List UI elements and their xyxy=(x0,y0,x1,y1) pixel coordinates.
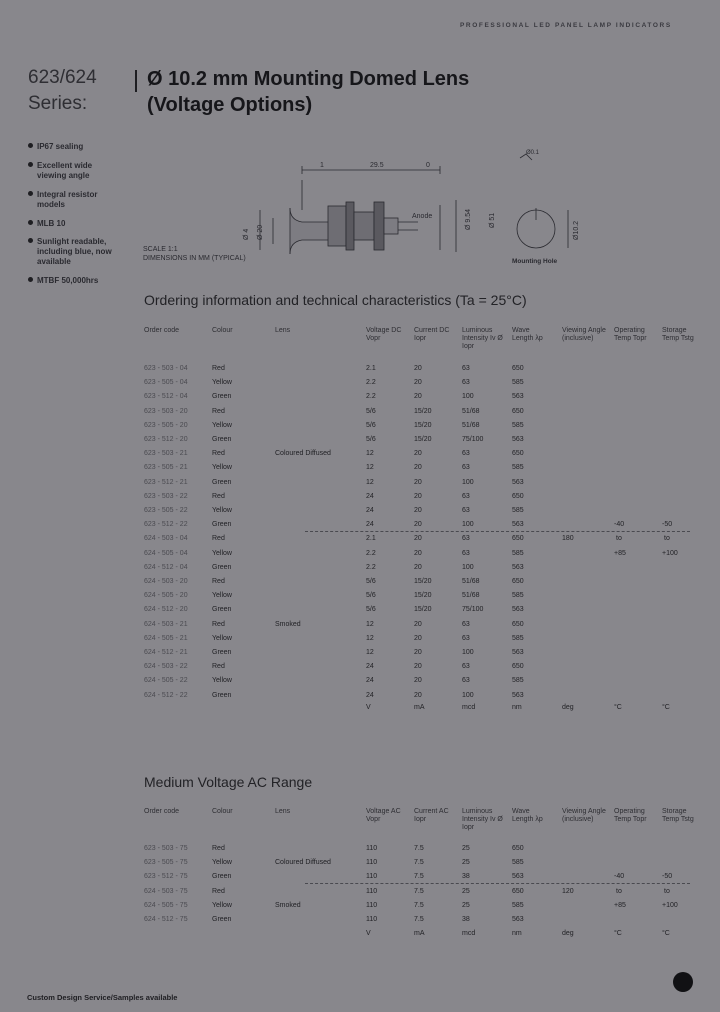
colour-cell: Yellow xyxy=(212,464,232,472)
voltage-cell: 5/6 xyxy=(366,578,376,585)
voltage-cell: 2.2 xyxy=(366,563,376,571)
current-cell: 20 xyxy=(414,663,422,671)
luminous-cell: 100 xyxy=(462,478,474,486)
order-code-cell: 623 - 503 - 04 xyxy=(144,365,188,372)
current-cell: 20 xyxy=(414,365,422,372)
wavelength-cell: 585 xyxy=(512,634,524,642)
feature-text: Integral resistor models xyxy=(37,190,98,209)
table-header-current: Current DC Iopr xyxy=(414,327,450,342)
luminous-cell: 51/68 xyxy=(462,407,480,415)
unit-luminous: mcd xyxy=(462,704,476,711)
luminous-cell: 63 xyxy=(462,549,470,557)
page-subtitle: (Voltage Options) xyxy=(147,94,313,116)
luminous-cell: 63 xyxy=(462,450,470,458)
colour-cell: Red xyxy=(212,492,225,500)
order-code-cell: 624 - 512 - 22 xyxy=(144,691,188,699)
voltage-cell: 110 xyxy=(366,873,378,881)
voltage-cell: 110 xyxy=(366,859,378,867)
dim-tiny: 1 xyxy=(320,162,324,169)
storage-temp-to: to xyxy=(664,887,670,895)
current-cell: 7.5 xyxy=(414,859,424,867)
luminous-cell: 100 xyxy=(462,563,474,571)
voltage-cell: 12 xyxy=(366,649,374,656)
table-header-current: Current AC Iopr xyxy=(414,808,449,823)
colour-cell: Green xyxy=(212,521,232,529)
luminous-cell: 100 xyxy=(462,649,474,656)
wavelength-cell: 585 xyxy=(512,859,524,867)
luminous-cell: 51/68 xyxy=(462,578,480,585)
colour-cell: Yellow xyxy=(212,901,232,909)
feature-text: Sunlight readable, including blue, now available xyxy=(37,237,112,266)
group-separator xyxy=(305,883,690,884)
colour-cell: Green xyxy=(212,916,232,923)
wavelength-cell: 563 xyxy=(512,563,524,571)
feature-text: Excellent wide viewing angle xyxy=(37,161,93,180)
colour-cell: Green xyxy=(212,691,232,699)
section-title-ac-range: Medium Voltage AC Range xyxy=(144,774,313,790)
table-header-order: Order code xyxy=(144,808,180,815)
luminous-cell: 38 xyxy=(462,873,470,881)
unit-operating: °C xyxy=(614,930,622,937)
table-header-viewing: Viewing Angle (inclusive) xyxy=(562,808,606,823)
order-code-cell: 623 - 505 - 75 xyxy=(144,859,188,867)
colour-cell: Red xyxy=(212,578,225,585)
lens-cell: Smoked xyxy=(275,901,301,909)
dim-top-right: 0 xyxy=(426,162,430,169)
wavelength-cell: 563 xyxy=(512,649,524,656)
wavelength-cell: 563 xyxy=(512,393,524,401)
wavelength-cell: 585 xyxy=(512,379,524,387)
current-cell: 7.5 xyxy=(414,901,424,909)
voltage-cell: 12 xyxy=(366,634,374,642)
current-cell: 20 xyxy=(414,691,422,699)
colour-cell: Green xyxy=(212,478,232,486)
order-code-cell: 623 - 512 - 22 xyxy=(144,521,188,529)
page-marker-dot xyxy=(673,972,693,992)
table-header-colour: Colour xyxy=(212,327,233,334)
current-cell: 15/20 xyxy=(414,606,432,614)
anode-label: Anode xyxy=(412,213,433,220)
feature-text: MTBF 50,000hrs xyxy=(37,276,99,285)
dim-hole: Ø10.2 xyxy=(573,220,580,240)
voltage-cell: 2.2 xyxy=(366,393,376,401)
order-code-cell: 624 - 503 - 04 xyxy=(144,535,188,543)
luminous-cell: 100 xyxy=(462,521,474,529)
order-code-cell: 624 - 512 - 75 xyxy=(144,916,188,923)
colour-cell: Red xyxy=(212,365,225,372)
dim-left2: Ø 20 xyxy=(257,224,264,240)
current-cell: 20 xyxy=(414,450,422,458)
lens-cell: Smoked xyxy=(275,620,301,628)
order-code-cell: 623 - 503 - 75 xyxy=(144,845,188,852)
voltage-cell: 5/6 xyxy=(366,436,376,443)
unit-operating: °C xyxy=(614,704,622,711)
colour-cell: Yellow xyxy=(212,421,232,429)
current-cell: 15/20 xyxy=(414,407,432,415)
order-code-cell: 623 - 503 - 20 xyxy=(144,407,188,415)
colour-cell: Red xyxy=(212,887,225,895)
order-code-cell: 624 - 505 - 21 xyxy=(144,634,188,642)
table-header-viewing: Viewing Angle (inclusive) xyxy=(562,327,606,342)
bullet-icon xyxy=(28,162,33,167)
bullet-icon xyxy=(28,191,33,196)
colour-cell: Red xyxy=(212,407,225,415)
luminous-cell: 63 xyxy=(462,634,470,642)
feature-item xyxy=(28,237,129,267)
bullet-icon xyxy=(28,143,33,148)
colour-cell: Yellow xyxy=(212,592,232,600)
unit-viewing: deg xyxy=(562,704,574,711)
wavelength-cell: 650 xyxy=(512,887,524,895)
luminous-cell: 25 xyxy=(462,901,470,909)
colour-cell: Red xyxy=(212,620,225,628)
table-header-voltage: Voltage DC Vopr xyxy=(366,327,402,342)
storage-temp-high: +100 xyxy=(662,549,678,557)
wavelength-cell: 650 xyxy=(512,492,524,500)
voltage-cell: 24 xyxy=(366,492,374,500)
order-code-cell: 623 - 505 - 20 xyxy=(144,421,188,429)
voltage-cell: 24 xyxy=(366,521,374,529)
storage-temp-low: -50 xyxy=(662,521,673,529)
operating-temp-high: +85 xyxy=(614,549,626,557)
unit-current: mA xyxy=(414,930,425,937)
colour-cell: Red xyxy=(212,450,225,458)
wavelength-cell: 563 xyxy=(512,873,524,881)
series-code: 623/624 xyxy=(28,67,97,88)
wavelength-cell: 585 xyxy=(512,592,524,600)
voltage-cell: 5/6 xyxy=(366,592,376,600)
colour-cell: Yellow xyxy=(212,549,232,557)
order-code-cell: 624 - 505 - 04 xyxy=(144,549,188,557)
voltage-cell: 110 xyxy=(366,845,378,852)
luminous-cell: 51/68 xyxy=(462,592,480,600)
current-cell: 15/20 xyxy=(414,436,432,443)
luminous-cell: 63 xyxy=(462,365,470,372)
wavelength-cell: 650 xyxy=(512,663,524,671)
header-tag: PROFESSIONAL LED PANEL LAMP INDICATORS xyxy=(460,22,672,29)
order-code-cell: 624 - 503 - 75 xyxy=(144,887,188,895)
wavelength-cell: 585 xyxy=(512,901,524,909)
colour-cell: Yellow xyxy=(212,507,232,514)
dimensions-line: DIMENSIONS IN MM (TYPICAL) xyxy=(143,255,246,262)
colour-cell: Red xyxy=(212,845,225,852)
page-title: Ø 10.2 mm Mounting Domed Lens xyxy=(147,68,470,90)
feature-item xyxy=(28,276,137,286)
operating-temp-to: to xyxy=(616,535,622,543)
mounting-hole-label: Mounting Hole xyxy=(512,258,558,265)
luminous-cell: 75/100 xyxy=(462,606,484,614)
operating-temp-low: -40 xyxy=(614,521,625,529)
luminous-cell: 63 xyxy=(462,663,470,671)
luminous-cell: 75/100 xyxy=(462,436,484,443)
dim-mid2: Ø 51 xyxy=(489,212,496,228)
viewing-angle-cell: 120 xyxy=(562,887,574,895)
current-cell: 20 xyxy=(414,464,422,472)
current-cell: 20 xyxy=(414,620,422,628)
title-divider xyxy=(135,70,137,92)
table-header-colour: Colour xyxy=(212,808,233,815)
dim-hole-sub: Ø0.1 xyxy=(526,150,540,156)
order-code-cell: 623 - 505 - 22 xyxy=(144,507,188,514)
order-code-cell: 624 - 503 - 21 xyxy=(144,620,188,628)
table-header-voltage: Voltage AC Vopr xyxy=(366,808,401,823)
wavelength-cell: 650 xyxy=(512,845,524,852)
luminous-cell: 100 xyxy=(462,393,474,401)
wavelength-cell: 650 xyxy=(512,535,524,543)
luminous-cell: 63 xyxy=(462,464,470,472)
colour-cell: Yellow xyxy=(212,859,232,867)
colour-cell: Green xyxy=(212,563,232,571)
colour-cell: Red xyxy=(212,535,225,543)
wavelength-cell: 563 xyxy=(512,478,524,486)
unit-storage: °C xyxy=(662,704,670,711)
storage-temp-to: to xyxy=(664,535,670,543)
order-code-cell: 624 - 503 - 20 xyxy=(144,578,188,585)
colour-cell: Green xyxy=(212,393,232,401)
voltage-cell: 24 xyxy=(366,507,374,514)
current-cell: 20 xyxy=(414,535,422,543)
dim-top: 29.5 xyxy=(370,162,384,169)
order-code-cell: 624 - 505 - 20 xyxy=(144,592,188,600)
order-code-cell: 623 - 503 - 21 xyxy=(144,450,188,458)
unit-luminous: mcd xyxy=(462,930,476,937)
wavelength-cell: 585 xyxy=(512,464,524,472)
scale-note xyxy=(143,245,246,263)
voltage-cell: 5/6 xyxy=(366,421,376,429)
current-cell: 20 xyxy=(414,649,422,656)
current-cell: 20 xyxy=(414,379,422,387)
unit-voltage: V xyxy=(366,704,371,711)
table-header-lens: Lens xyxy=(275,327,291,334)
luminous-cell: 63 xyxy=(462,379,470,387)
wavelength-cell: 585 xyxy=(512,507,524,514)
wavelength-cell: 563 xyxy=(512,521,524,529)
voltage-cell: 12 xyxy=(366,450,374,458)
current-cell: 7.5 xyxy=(414,916,424,923)
group-separator xyxy=(305,531,690,532)
current-cell: 7.5 xyxy=(414,873,424,881)
feature-item xyxy=(28,161,117,181)
table-header-luminous: Luminous Intensity Iv Ø Iopr xyxy=(462,327,503,350)
current-cell: 20 xyxy=(414,492,422,500)
current-cell: 20 xyxy=(414,478,422,486)
lens-cell: Coloured Diffused xyxy=(275,450,331,458)
order-code-cell: 624 - 512 - 04 xyxy=(144,563,188,571)
order-code-cell: 624 - 503 - 22 xyxy=(144,663,188,671)
wavelength-cell: 650 xyxy=(512,407,524,415)
voltage-cell: 2.2 xyxy=(366,379,376,387)
unit-current: mA xyxy=(414,704,425,711)
unit-voltage: V xyxy=(366,930,371,937)
section-title-ordering: Ordering information and technical characteristics (Ta = 25°C) xyxy=(144,292,527,308)
operating-temp-to: to xyxy=(616,887,622,895)
colour-cell: Yellow xyxy=(212,634,232,642)
luminous-cell: 63 xyxy=(462,535,470,543)
voltage-cell: 2.2 xyxy=(366,549,376,557)
voltage-cell: 2.1 xyxy=(366,365,376,372)
voltage-cell: 24 xyxy=(366,691,374,699)
table-header-lens: Lens xyxy=(275,808,291,815)
luminous-cell: 51/68 xyxy=(462,421,480,429)
luminous-cell: 63 xyxy=(462,620,470,628)
wavelength-cell: 650 xyxy=(512,365,524,372)
table-header-wave: Wave Length λp xyxy=(512,327,543,342)
order-code-cell: 624 - 512 - 21 xyxy=(144,649,188,656)
current-cell: 7.5 xyxy=(414,887,424,895)
bullet-icon xyxy=(28,220,33,225)
order-code-cell: 623 - 512 - 21 xyxy=(144,478,188,486)
series-word: Series: xyxy=(28,93,88,114)
wavelength-cell: 650 xyxy=(512,620,524,628)
wavelength-cell: 563 xyxy=(512,606,524,614)
luminous-cell: 25 xyxy=(462,845,470,852)
current-cell: 20 xyxy=(414,677,422,685)
current-cell: 20 xyxy=(414,507,422,514)
feature-item xyxy=(28,142,137,152)
feature-text: IP67 sealing xyxy=(37,142,84,151)
wavelength-cell: 563 xyxy=(512,691,524,699)
colour-cell: Red xyxy=(212,663,225,671)
order-code-cell: 623 - 505 - 04 xyxy=(144,379,188,387)
voltage-cell: 12 xyxy=(366,464,374,472)
bullet-icon xyxy=(28,238,33,243)
order-code-cell: 623 - 512 - 75 xyxy=(144,873,188,881)
colour-cell: Green xyxy=(212,873,232,881)
table-header-order: Order code xyxy=(144,327,180,334)
table-header-wave: Wave Length λp xyxy=(512,808,543,823)
order-code-cell: 624 - 505 - 75 xyxy=(144,901,188,909)
viewing-angle-cell: 180 xyxy=(562,535,574,543)
voltage-cell: 110 xyxy=(366,887,378,895)
luminous-cell: 63 xyxy=(462,677,470,685)
table-header-operating: Operating Temp Topr xyxy=(614,327,647,342)
wavelength-cell: 585 xyxy=(512,549,524,557)
colour-cell: Yellow xyxy=(212,677,232,685)
current-cell: 15/20 xyxy=(414,592,432,600)
order-code-cell: 623 - 503 - 22 xyxy=(144,492,188,500)
storage-temp-low: -50 xyxy=(662,873,673,881)
voltage-cell: 5/6 xyxy=(366,606,376,614)
voltage-cell: 12 xyxy=(366,478,374,486)
order-code-cell: 624 - 505 - 22 xyxy=(144,677,188,685)
current-cell: 15/20 xyxy=(414,578,432,585)
wavelength-cell: 563 xyxy=(512,436,524,443)
dim-mid1: Ø 9.54 xyxy=(465,208,472,230)
order-code-cell: 623 - 512 - 04 xyxy=(144,393,188,401)
colour-cell: Green xyxy=(212,436,232,443)
table-header-storage: Storage Temp Tstg xyxy=(662,327,694,342)
current-cell: 15/20 xyxy=(414,421,432,429)
voltage-cell: 24 xyxy=(366,663,374,671)
lens-cell: Coloured Diffused xyxy=(275,859,331,867)
colour-cell: Yellow xyxy=(212,379,232,387)
wavelength-cell: 585 xyxy=(512,677,524,685)
voltage-cell: 110 xyxy=(366,916,378,923)
footer-note: Custom Design Service/Samples available xyxy=(27,993,178,1002)
wavelength-cell: 563 xyxy=(512,916,524,923)
luminous-cell: 63 xyxy=(462,507,470,514)
voltage-cell: 2.1 xyxy=(366,535,376,543)
feature-item xyxy=(28,190,117,210)
colour-cell: Green xyxy=(212,649,232,656)
bullet-icon xyxy=(28,277,33,282)
unit-wavelength: nm xyxy=(512,930,522,937)
luminous-cell: 25 xyxy=(462,887,470,895)
operating-temp-low: -40 xyxy=(614,873,625,881)
current-cell: 20 xyxy=(414,393,422,401)
luminous-cell: 38 xyxy=(462,916,470,923)
feature-item xyxy=(28,219,137,229)
luminous-cell: 100 xyxy=(462,691,474,699)
voltage-cell: 5/6 xyxy=(366,407,376,415)
dim-left1: Ø 4 xyxy=(243,228,250,240)
feature-text: MLB 10 xyxy=(37,219,66,228)
current-cell: 20 xyxy=(414,634,422,642)
current-cell: 20 xyxy=(414,549,422,557)
order-code-cell: 623 - 512 - 20 xyxy=(144,436,188,443)
unit-storage: °C xyxy=(662,930,670,937)
wavelength-cell: 650 xyxy=(512,450,524,458)
scale-line: SCALE 1:1 xyxy=(143,246,178,253)
wavelength-cell: 650 xyxy=(512,578,524,585)
current-cell: 20 xyxy=(414,563,422,571)
current-cell: 20 xyxy=(414,521,422,529)
wavelength-cell: 585 xyxy=(512,421,524,429)
voltage-cell: 110 xyxy=(366,901,378,909)
operating-temp-high: +85 xyxy=(614,901,626,909)
order-code-cell: 624 - 512 - 20 xyxy=(144,606,188,614)
unit-viewing: deg xyxy=(562,930,574,937)
voltage-cell: 12 xyxy=(366,620,374,628)
table-header-operating: Operating Temp Topr xyxy=(614,808,647,823)
luminous-cell: 63 xyxy=(462,492,470,500)
table-header-luminous: Luminous Intensity Iv Ø Iopr xyxy=(462,808,503,831)
current-cell: 7.5 xyxy=(414,845,424,852)
colour-cell: Green xyxy=(212,606,232,614)
luminous-cell: 25 xyxy=(462,859,470,867)
voltage-cell: 24 xyxy=(366,677,374,685)
storage-temp-high: +100 xyxy=(662,901,678,909)
unit-wavelength: nm xyxy=(512,704,522,711)
order-code-cell: 623 - 505 - 21 xyxy=(144,464,188,472)
table-header-storage: Storage Temp Tstg xyxy=(662,808,694,823)
